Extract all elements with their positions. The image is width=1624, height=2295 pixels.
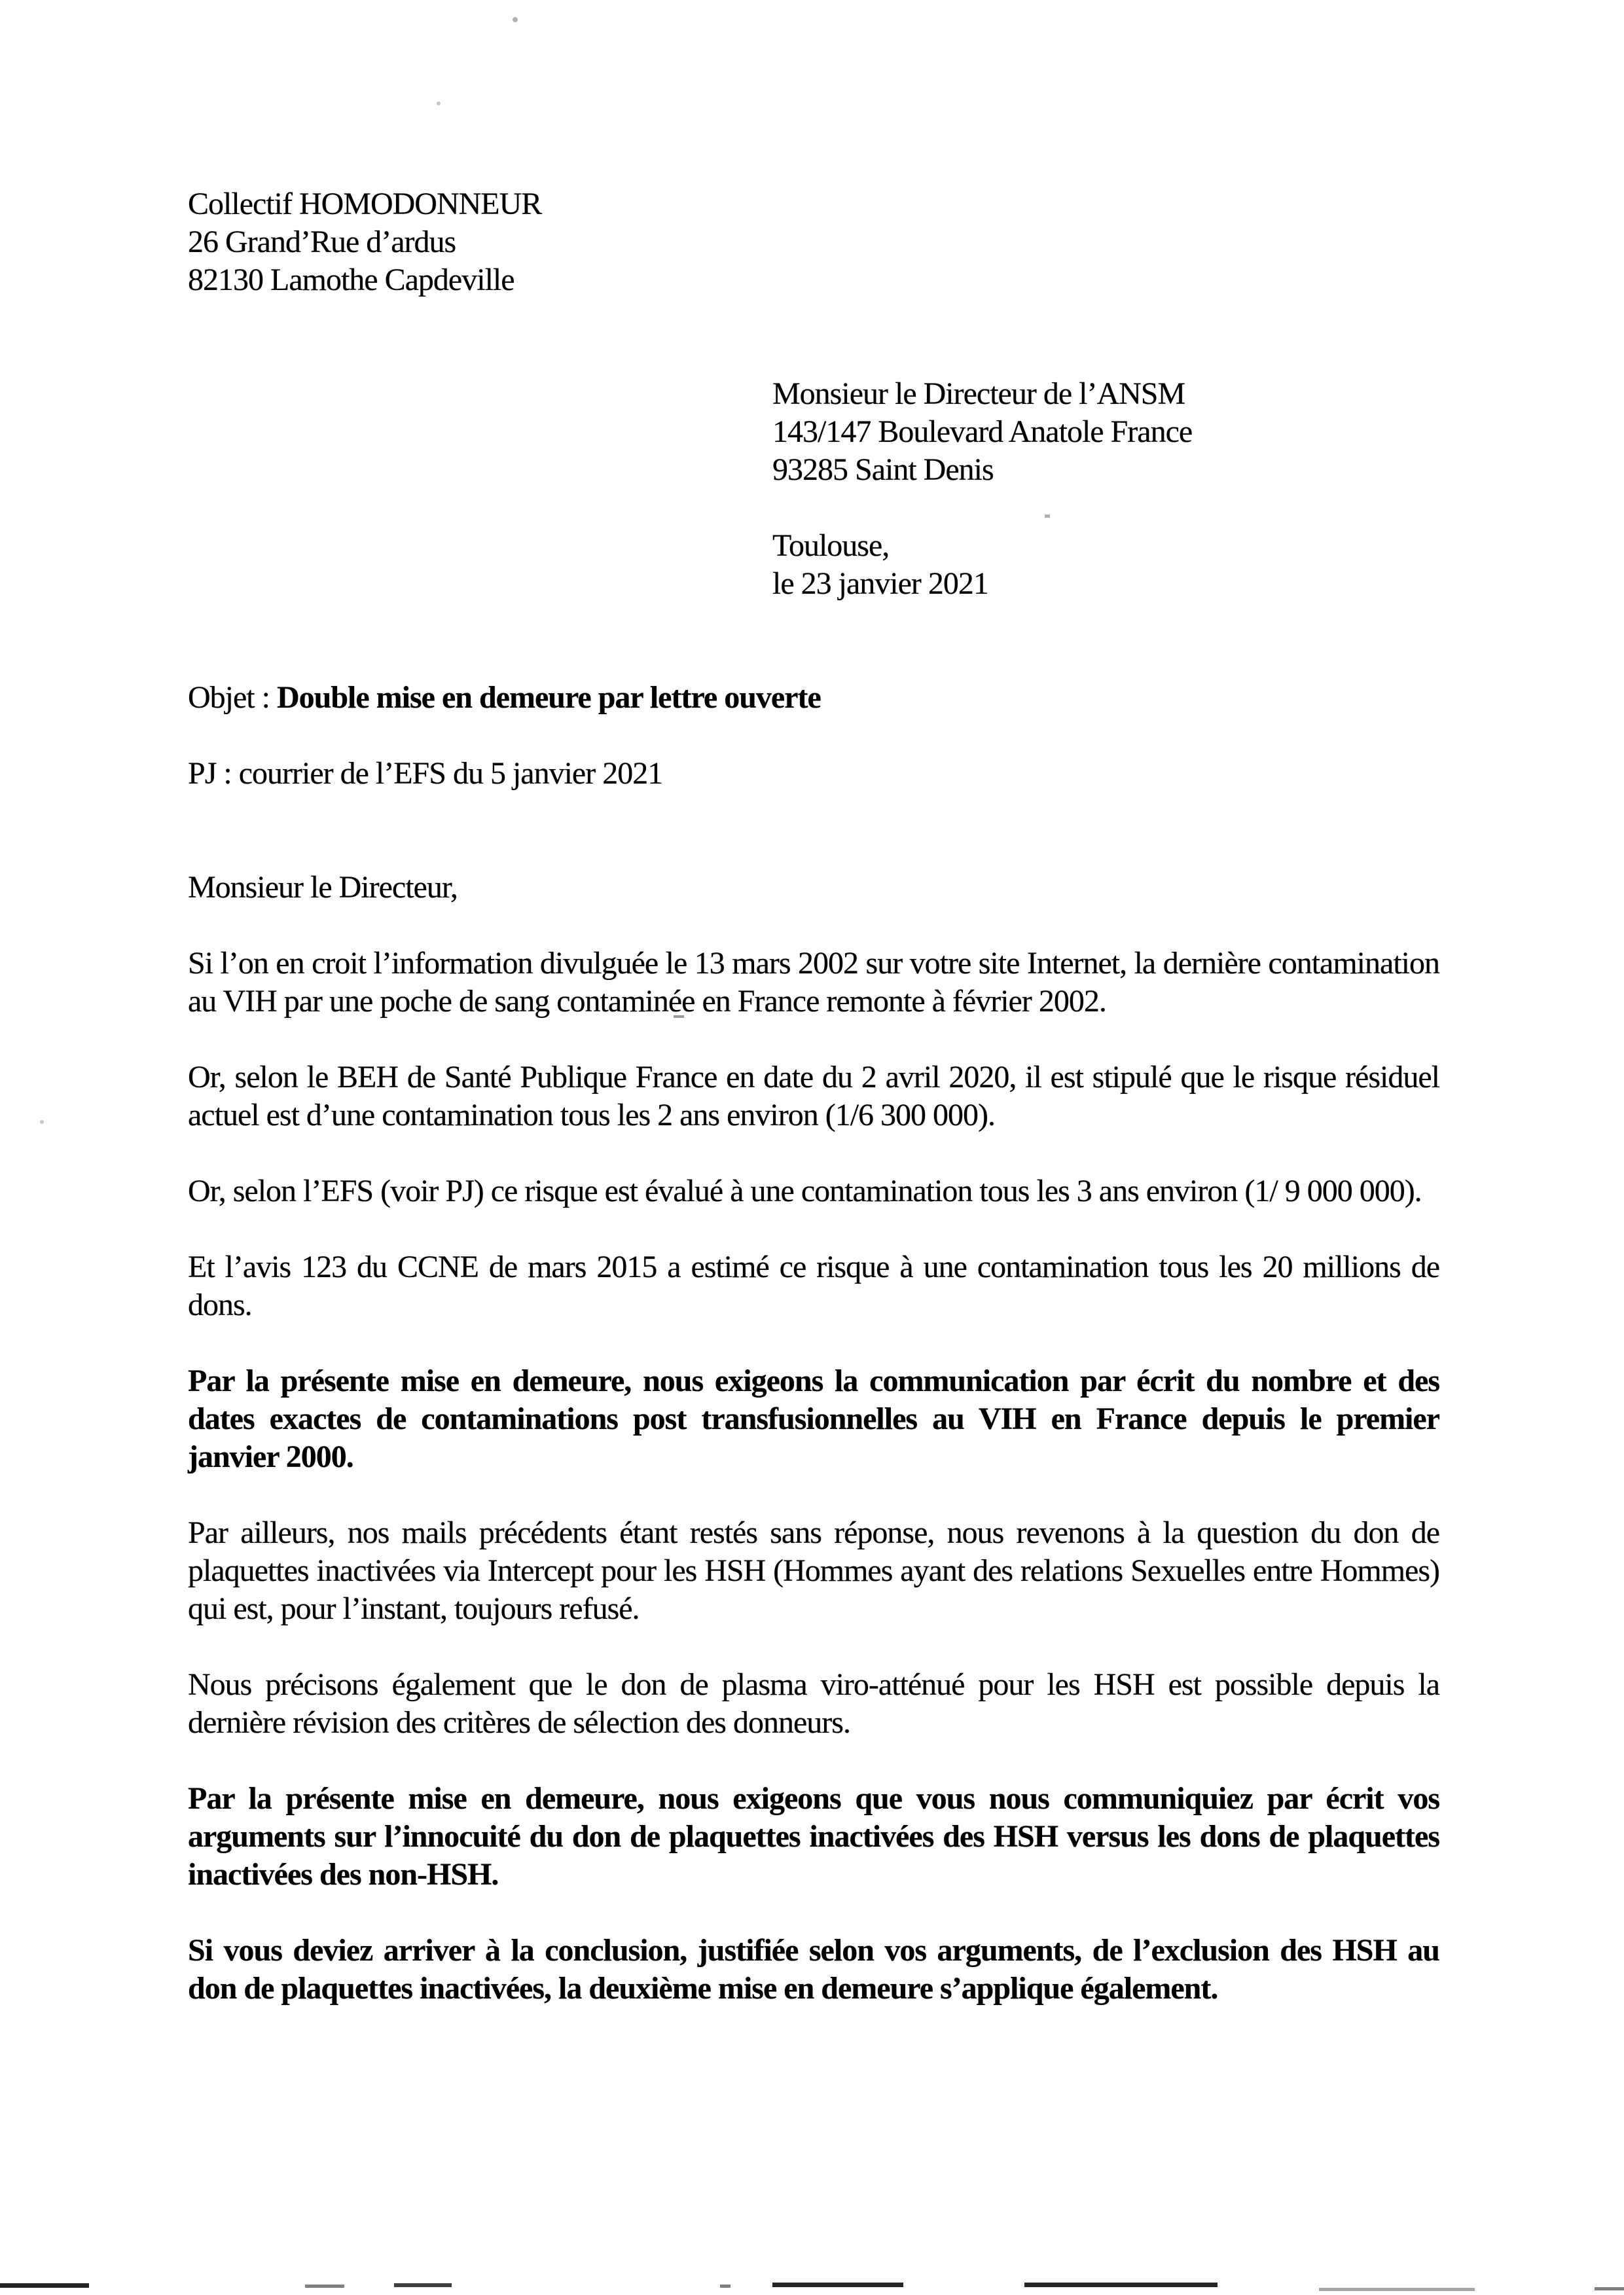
letter-content: [188, 185, 1439, 2008]
body-paragraph: Par ailleurs, nos mails précédents étant restés sans réponse, nous revenons à la question du don de plaquettes inactivées via Intercept pour les HSH (Hommes ayant des relations Sexuelles entre Hommes) qui est, pour l’instant, toujours refusé.: [188, 1515, 1439, 1626]
place-date-block: [772, 527, 1439, 603]
recipient-name: Monsieur le Directeur de l’ANSM: [772, 376, 1185, 411]
demand-paragraph: Par la présente mise en demeure, nous exigeons que vous nous communiquiez par écrit vos arguments sur l’innocuité du don de plaquettes inactivées des HSH versus les dons de plaquettes inactivées des non-HSH.: [188, 1781, 1439, 1892]
scan-line-segment: [0, 2283, 89, 2288]
body-paragraph: Or, selon l’EFS (voir PJ) ce risque est évalué à une contamination tous les 3 ans environ (1/ 9 000 000).: [188, 1174, 1422, 1208]
scan-line-segment: [1024, 2283, 1218, 2287]
scan-speck: [437, 101, 441, 105]
scan-line-segment: [1595, 2287, 1624, 2290]
body-paragraph: Or, selon le BEH de Santé Publique France en date du 2 avril 2020, il est stipulé que le risque résiduel actuel est d’une contamination tous les 2 ans environ (1/6 300 000).: [188, 1060, 1439, 1132]
attachment-line: PJ : courrier de l’EFS du 5 janvier 2021: [188, 756, 663, 791]
scan-speck: [674, 1015, 684, 1018]
scan-line-segment: [394, 2283, 452, 2287]
scan-line-segment: [772, 2283, 903, 2287]
demand-paragraph: Par la présente mise en demeure, nous exigeons la communication par écrit du nombre et des dates exactes de contaminations post transfusionnelles au VIH en France depuis le premier janvier 2000.: [188, 1364, 1439, 1474]
salutation: Monsieur le Directeur,: [188, 870, 458, 905]
scan-speck: [40, 1120, 44, 1124]
subject-label: Objet :: [188, 680, 270, 715]
letter-body: [188, 945, 1439, 2008]
recipient-city: 93285 Saint Denis: [772, 452, 994, 487]
sender-city: 82130 Lamothe Capdeville: [188, 262, 514, 297]
subject-line: [188, 679, 1439, 717]
recipient-street: 143/147 Boulevard Anatole France: [772, 414, 1193, 449]
body-paragraph: Si l’on en croit l’information divulguée le 13 mars 2002 sur votre site Internet, la dernière contamination au VIH par une poche de sang contaminée en France remonte à février 2002.: [188, 946, 1439, 1019]
demand-paragraph: Si vous deviez arriver à la conclusion, justifiée selon vos arguments, de l’exclusion des HSH au don de plaquettes inactivées, la deuxième mise en demeure s’applique également.: [188, 1933, 1439, 2006]
sender-name: Collectif HOMODONNEUR: [188, 187, 542, 221]
sender-address-block: [188, 185, 1439, 299]
scan-speck: [1045, 515, 1050, 518]
body-paragraph: Et l’avis 123 du CCNE de mars 2015 a estimé ce risque à une contamination tous les 20 millions de dons.: [188, 1250, 1439, 1322]
recipient-address-block: [772, 375, 1439, 489]
body-paragraph: Nous précisons également que le don de plasma viro-atténué pour les HSH est possible depuis la dernière révision des critères de sélection des donneurs.: [188, 1667, 1439, 1740]
subject-value: Double mise en demeure par lettre ouverte: [276, 680, 821, 715]
letter-date: le 23 janvier 2021: [772, 566, 988, 601]
scan-line-segment: [1319, 2288, 1475, 2291]
scan-speck: [513, 17, 518, 22]
sender-street: 26 Grand’Rue d’ardus: [188, 225, 456, 259]
letter-place: Toulouse,: [772, 528, 890, 563]
scan-line-segment: [305, 2285, 344, 2288]
scan-line-segment: [720, 2285, 731, 2288]
